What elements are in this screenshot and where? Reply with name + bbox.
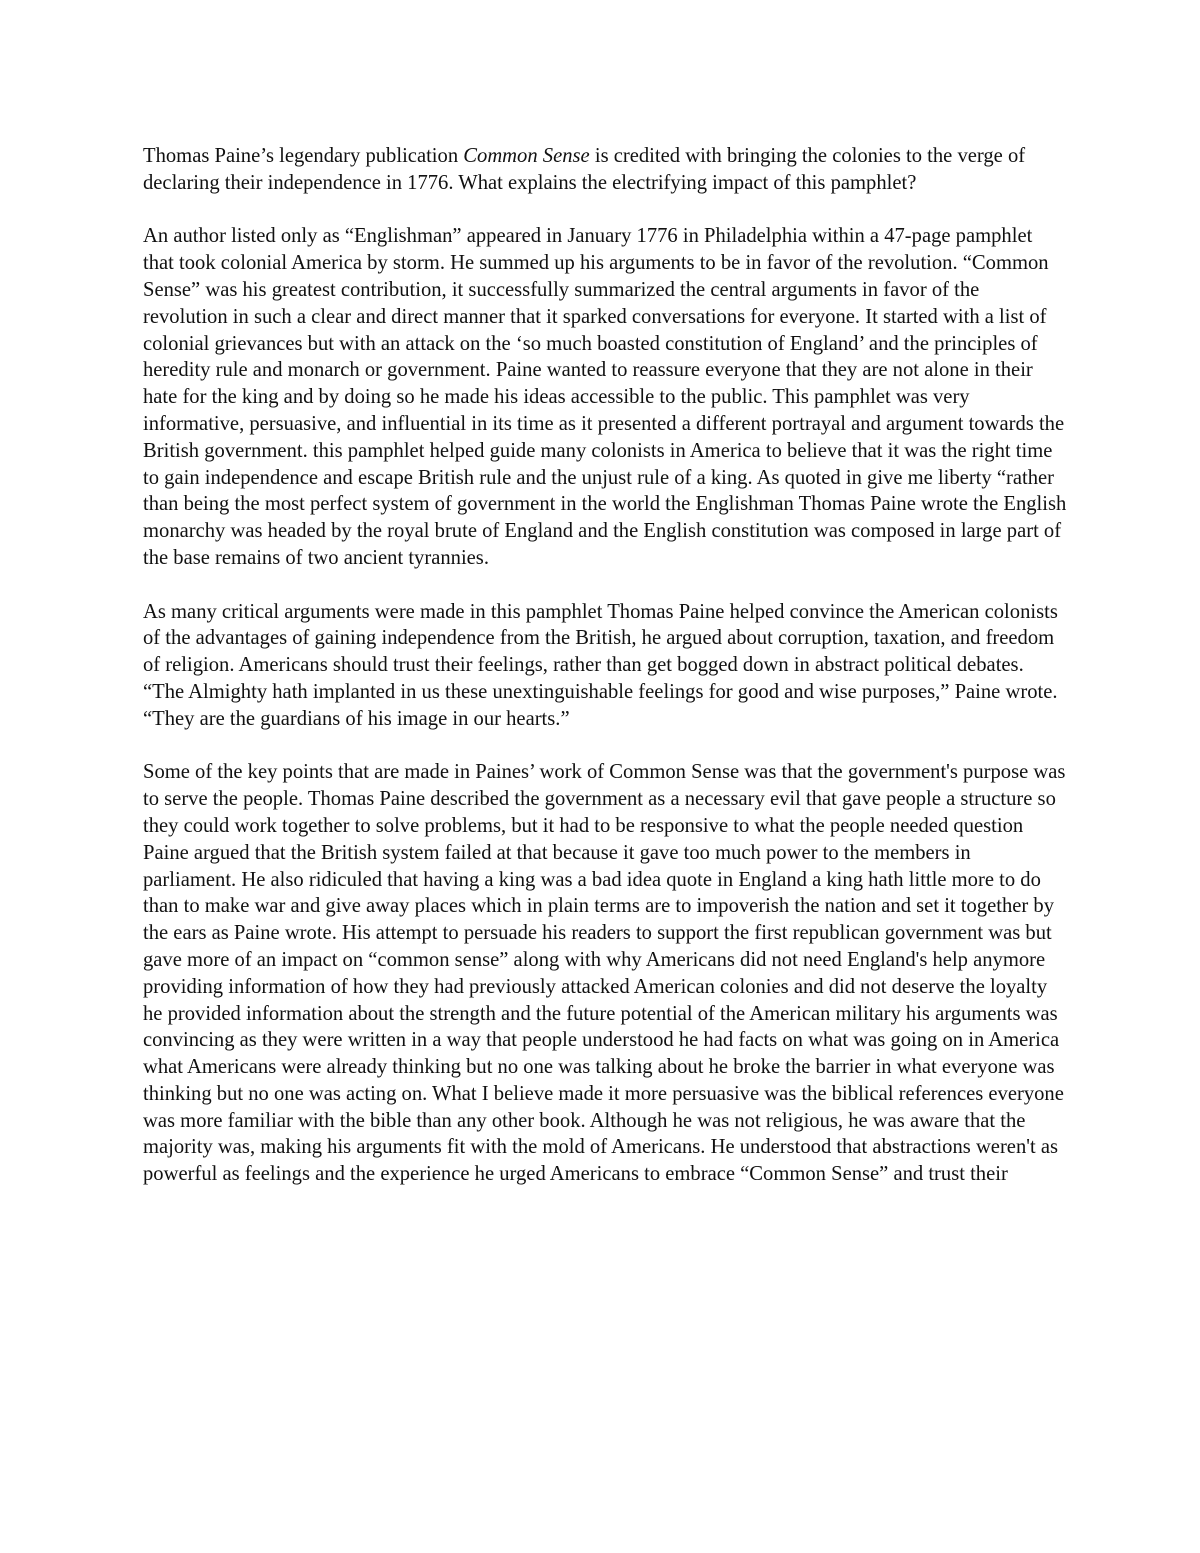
paragraph-1: An author listed only as “Englishman” appeared in January 1776 in Philadelphia within a 47-page pamphlet that took colonial America by storm. He summed up his arguments to be in favor of the revolution. “Common Sense” was his greatest contribution, it successfully summarized the central arguments in favor of the revolution in such a clear and direct manner that it sparked conversations for everyone. It started with a list of colonial grievances but with an attack on the ‘so much boasted constitution of England’ and the principles of heredity rule and monarch or government. Paine wanted to reassure everyone that they are not alone in their hate for the king and by doing so he made his ideas accessible to the public. This pamphlet was very informative, persuasive, and influential in its time as it presented a different portrayal and argument towards the British government. this pamphlet helped guide many colonists in America to believe that it was the right time to gain independence and escape British rule and the unjust rule of a king. As quoted in give me liberty “rather than being the most perfect system of government in the world the Englishman Thomas Paine wrote the English monarchy was headed by the royal brute of England and the English constitution was composed in large part of the base remains of two ancient tyrannies. <box>143 225 1067 569</box>
question-text-end: is credited with bringing the colonies to the verge of declaring their independence in 1776. What explains the electrifying impact of this pamphlet? <box>143 145 1026 194</box>
question-paragraph <box>143 143 1068 197</box>
question-text-start: Thomas Paine’s legendary publication <box>143 145 464 167</box>
document-body <box>143 143 1068 1188</box>
italic-title: Common Sense <box>463 145 590 167</box>
paragraph-2: As many critical arguments were made in this pamphlet Thomas Paine helped convince the American colonists of the advantages of gaining independence from the British, he argued about corruption, taxation, and freedom of religion. Americans should trust their feelings, rather than get bogged down in abstract political debates. “The Almighty hath implanted in us these unextinguishable feelings for good and wise purposes,” Paine wrote. “They are the guardians of his image in our hearts.” <box>143 600 1058 730</box>
paragraph-3: Some of the key points that are made in Paines’ work of Common Sense was that the government's purpose was to serve the people. Thomas Paine described the government as a necessary evil that gave people a structure so they could work together to solve problems, but it had to be responsive to what the people needed question Paine argued that the British system failed at that because it gave too much power to the members in parliament. He also ridiculed that having a king was a bad idea quote in England a king hath little more to do than to make war and give away places which in plain terms are to impoverish the nation and set it together by the ears as Paine wrote. His attempt to persuade his readers to support the first republican government was but gave more of an impact on “common sense” along with why Americans did not need England's help anymore providing information of how they had previously attacked American colonies and did not deserve the loyalty he provided information about the strength and the future potential of the American military his arguments was convincing as they were written in a way that people understood he had facts on what was going on in America what Americans were already thinking but no one was talking about he broke the barrier in what everyone was thinking but no one was acting on. What I believe made it more persuasive was the biblical references everyone was more familiar with the bible than any other book. Although he was not religious, he was aware that the majority was, making his arguments fit with the mold of Americans. He understood that abstractions weren't as powerful as feelings and the experience he urged Americans to embrace “Common Sense” and trust their <box>143 761 1066 1186</box>
